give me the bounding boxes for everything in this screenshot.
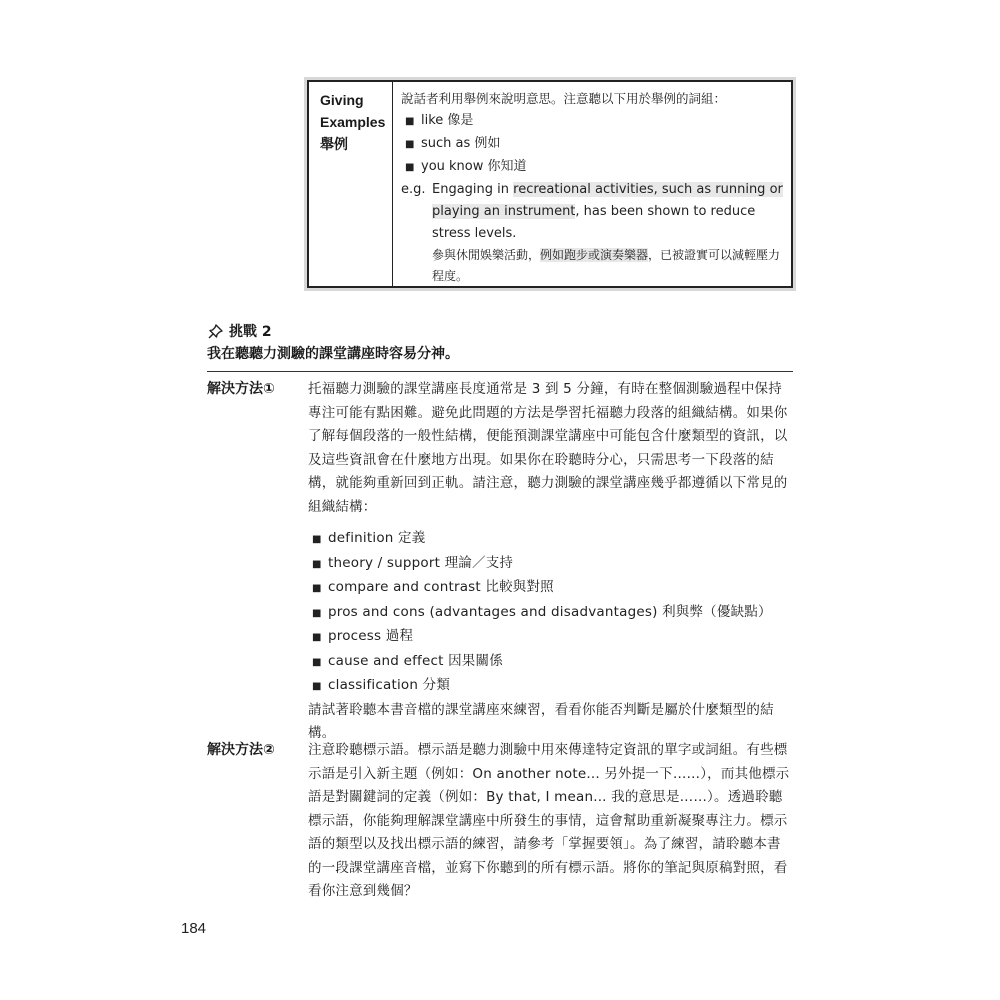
bullet-icon: ■ (312, 632, 322, 643)
divider (207, 371, 793, 372)
solution-2-paragraph: 注意聆聽標示語。標示語是聽力測驗中用來傳達特定資訊的單字或詞組。有些標示語是引入新主題（例如：On another note... 另外提一下……），而其他標示語是對關鍵詞的定義（例如：By that, I mean... 我的意思是……）。透過聆聽標示語，你能夠理解課堂講座中所發生的事情，這會幫助重新凝聚專注力。標示語的類型以及找出標示語的練習，請參考「掌握要領」。為了練習，請聆聽本書的一段課堂講座音檔，並寫下你聽到的所有標示語。將你的筆記與原稿對照，看看你注意到幾個？ (308, 742, 790, 899)
bullet-icon: ■ (312, 656, 322, 668)
label-line: Examples (320, 114, 386, 130)
solution-2-label: 解決方法② (207, 742, 275, 758)
bullet-icon: ■ (312, 534, 322, 545)
eg-tag: e.g. (401, 182, 426, 197)
solution-1 (207, 378, 793, 746)
challenge-heading: 挑戰 2 (207, 320, 793, 342)
bullet-icon: ■ (312, 607, 322, 619)
page-number: 184 (181, 920, 207, 937)
list-item: ■ you know 你知道 (401, 156, 791, 179)
solution-1-paragraph: 托福聽力測驗的課堂講座長度通常是 3 到 5 分鐘，有時在整個測驗過程中保持專注可能有點困難。避免此問題的方法是學習托福聽力段落的組織結構。如果你了解每個段落的一般性結構，便能預測課堂講座中可能包含什麼類型的資訊，以及這些資訊會在什麼地方出現。如果你在聆聽時分心，只需思考一下段落的結構，就能夠重新回到正軌。請注意，聽力測驗的課堂講座幾乎都遵循以下常見的組織結構： (308, 381, 788, 515)
solution-1-closing: 請試著聆聽本書音檔的課堂講座來練習，看看你能否判斷是屬於什麼類型的結構。 (308, 701, 774, 741)
solution-1-label: 解決方法① (207, 381, 275, 397)
example-sentence: e.g. Engaging in recreational activities, such as running or playing an instrument, has been shown to reduce stress levels. (401, 179, 791, 245)
bullet-icon: ■ (405, 116, 415, 127)
label-line: Giving (320, 92, 364, 108)
examples-table (307, 80, 793, 288)
bullet-icon: ■ (312, 583, 322, 594)
highlighted-example: recreational activities, such as running or playing an instrument (432, 182, 783, 219)
bullet-icon: ■ (405, 139, 415, 150)
list-item: ■ cause and effect 因果關係 (308, 650, 793, 675)
bullet-icon: ■ (312, 681, 322, 692)
bullet-icon: ■ (405, 162, 415, 173)
list-item: ■ compare and contrast 比較與對照 (308, 576, 793, 601)
list-item: ■ definition 定義 (308, 527, 793, 552)
list-item: ■ such as 例如 (401, 133, 791, 156)
challenge-title: 我在聽聽力測驗的課堂講座時容易分神。 (207, 346, 459, 362)
pushpin-icon (207, 322, 227, 340)
structure-list (308, 527, 793, 699)
bullet-icon: ■ (312, 558, 322, 570)
list-item: ■ classification 分類 (308, 674, 793, 699)
examples-content-cell (393, 82, 791, 286)
highlighted-translation: 例如跑步或演奏樂器 (540, 248, 649, 262)
list-item: ■ pros and cons (advantages and disadvantages) 利與弊（優缺點） (308, 601, 793, 626)
label-line: 舉例 (320, 136, 348, 152)
examples-label-cell (309, 82, 393, 286)
challenge-section (207, 320, 793, 372)
list-item: ■ process 過程 (308, 625, 793, 650)
list-item: ■ like 像是 (401, 110, 791, 133)
list-item: ■ theory / support 理論／支持 (308, 552, 793, 577)
solution-2 (207, 739, 793, 904)
examples-intro: 說話者利用舉例來說明意思。注意聽以下用於舉例的詞組： (401, 91, 727, 106)
example-translation: 參與休閒娛樂活動，例如跑步或演奏樂器，已被證實可以減輕壓力程度。 (432, 248, 781, 283)
